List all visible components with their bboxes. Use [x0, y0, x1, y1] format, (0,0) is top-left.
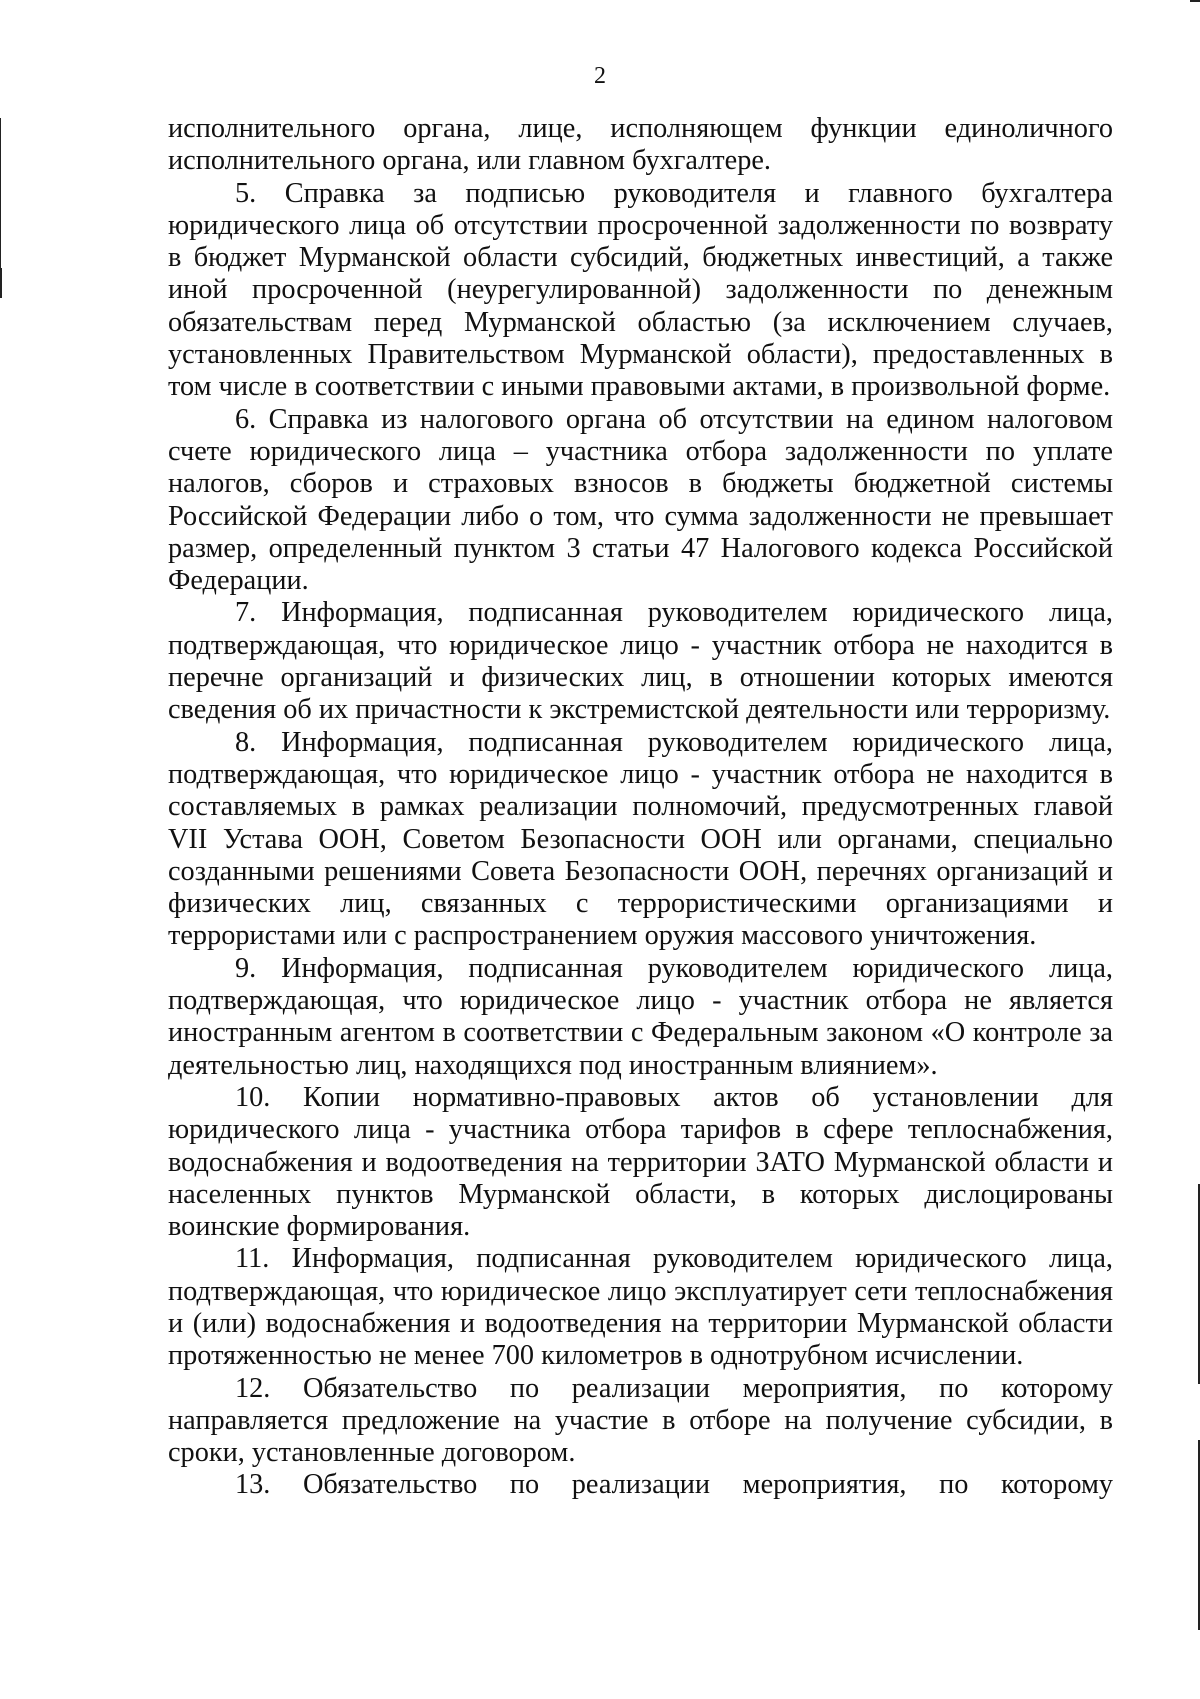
scan-edge-mark — [0, 118, 1, 268]
scan-edge-mark — [1190, 0, 1200, 2]
paragraph-item-8: 8. Информация, подписанная руководителем юридического лица, подтверждающая, что юридическое лицо - участник отбора не находится в составляемых в рамках реализации полномочий, предусмотренных главой VII Устава ООН, Советом Безопасности ООН или органами, специально созданными решениями Совета Безопасности ООН, перечнях организаций и физических лиц, связанных с террористическими организациями и террористами или с распространением оружия массового уничтожения. — [168, 726, 1113, 952]
paragraph-item-10: 10. Копии нормативно-правовых актов об установлении для юридического лица - участника отбора тарифов в сфере теплоснабжения, водоснабжения и водоотведения на территории ЗАТО Мурманской области и населенных пунктов Мурманской области, в которых дислоцированы воинские формирования. — [168, 1081, 1113, 1243]
paragraph-item-12: 12. Обязательство по реализации мероприятия, по которому направляется предложение на участие в отборе на получение субсидии, в сроки, установленные договором. — [168, 1372, 1113, 1469]
scan-edge-mark — [0, 268, 2, 298]
paragraph-item-11: 11. Информация, подписанная руководителем юридического лица, подтверждающая, что юридическое лицо эксплуатирует сети теплоснабжения и (или) водоснабжения и водоотведения на территории Мурманской области протяженностью не менее 700 километров в однотрубном исчислении. — [168, 1243, 1113, 1372]
document-body — [168, 113, 1113, 1502]
paragraph-item-13: 13. Обязательство по реализации мероприятия, по которому — [235, 1469, 1113, 1501]
paragraph-item-7: 7. Информация, подписанная руководителем юридического лица, подтверждающая, что юридическое лицо - участник отбора не находится в перечне организаций и физических лиц, в отношении которых имеются сведения об их причастности к экстремистской деятельности или терроризму. — [168, 597, 1113, 726]
page-number: 2 — [594, 63, 606, 89]
paragraph-item-9: 9. Информация, подписанная руководителем юридического лица, подтверждающая, что юридическое лицо - участник отбора не является иностранным агентом в соответствии с Федеральным законом «О контроле за деятельностью лиц, находящихся под иностранным влиянием». — [168, 952, 1113, 1081]
paragraph-item-5: 5. Справка за подписью руководителя и главного бухгалтера юридического лица об отсутствии просроченной задолженности по возврату в бюджет Мурманской области субсидий, бюджетных инвестиций, а также иной просроченной (неурегулированной) задолженности по денежным обязательствам перед Мурманской областью (за исключением случаев, установленных Правительством Мурманской области), предоставленных в том числе в соответствии с иными правовыми актами, в произвольной форме. — [168, 177, 1113, 403]
paragraph-continuation: исполнительного органа, лице, исполняющем функции единоличного исполнительного органа, или главном бухгалтере. — [168, 113, 1113, 177]
paragraph-item-6: 6. Справка из налогового органа об отсутствии на едином налоговом счете юридического лица – участника отбора задолженности по уплате налогов, сборов и страховых взносов в бюджеты бюджетной системы Российской Федерации либо о том, что сумма задолженности не превышает размер, определенный пунктом 3 статьи 47 Налогового кодекса Российской Федерации. — [168, 403, 1113, 597]
